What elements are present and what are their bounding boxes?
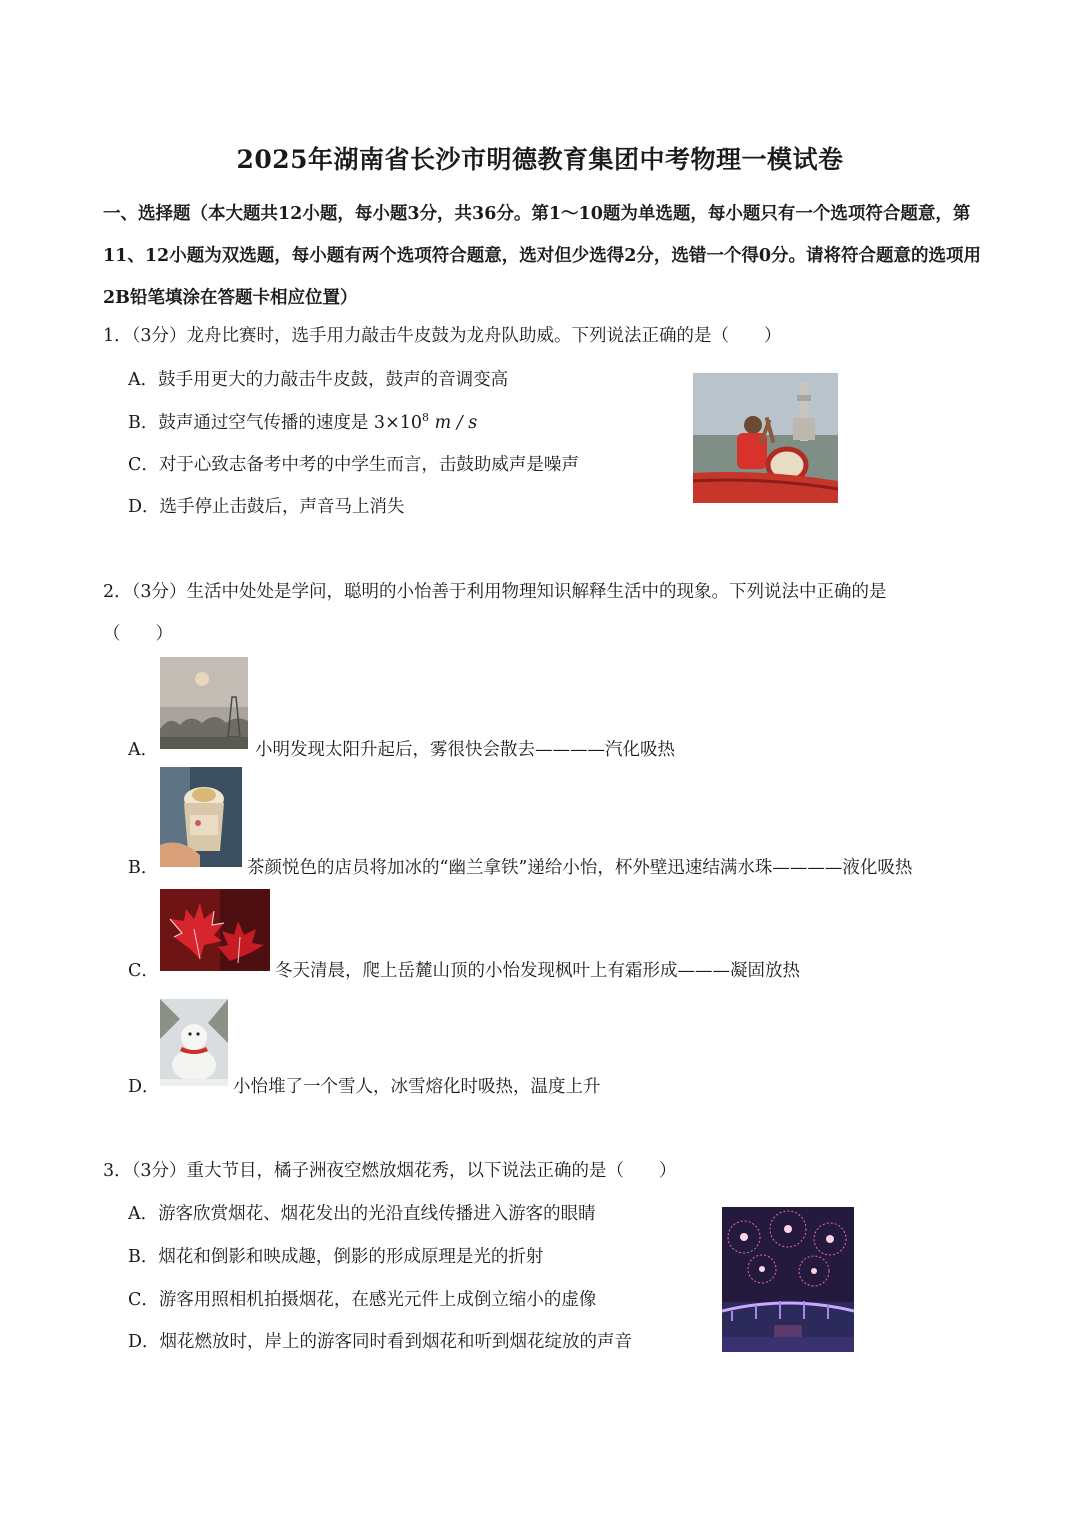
option-label: D． — [128, 1332, 160, 1352]
question-2-option-b-text: 茶颜悦色的店员将加冰的“幽兰拿铁”递给小怡，杯外壁迅速结满水珠————液化吸热 — [247, 858, 913, 878]
question-3-option-b — [128, 1243, 543, 1268]
frosted-maple-leaves-image — [160, 889, 270, 971]
question-3-option-c — [128, 1286, 596, 1311]
dragon-boat-drummer-image — [693, 373, 838, 503]
option-text: 烟花和倒影和映成趣，倒影的形成原理是光的折射 — [158, 1247, 544, 1267]
option-text: 选手停止击鼓后，声音马上消失 — [159, 497, 405, 517]
option-label: C． — [128, 961, 159, 981]
option-label: D． — [128, 497, 160, 517]
question-2-stem: 2．（3分）生活中处处是学问，聪明的小怡善于利用物理知识解释生活中的现象。下列说法中正确的是 — [103, 582, 887, 602]
question-2-stem-bracket: （ ） — [103, 624, 173, 644]
question-3-option-d — [128, 1328, 632, 1353]
question-3-option-a — [128, 1200, 596, 1225]
option-text: 鼓手用更大的力敲击牛皮鼓，鼓声的音调变高 — [158, 370, 509, 390]
option-label: A． — [128, 1204, 159, 1224]
iced-latte-image — [160, 767, 242, 867]
question-1-stem: 1．（3分）龙舟比赛时，选手用力敲击牛皮鼓为龙舟队助威。下列说法正确的是（ ） — [103, 326, 782, 346]
option-label: B． — [128, 858, 159, 878]
option-label: C． — [128, 455, 159, 475]
question-2-option-a — [128, 736, 158, 761]
option-text: 游客欣赏烟花、烟花发出的光沿直线传播进入游客的眼睛 — [158, 1204, 596, 1224]
question-2-option-d — [128, 1073, 160, 1098]
option-text: 游客用照相机拍摄烟花，在感光元件上成倒立缩小的虚像 — [158, 1290, 597, 1310]
question-1-option-c — [128, 451, 579, 476]
snowman-image — [160, 999, 228, 1086]
section-instructions: 一、选择题（本大题共12小题，每小题3分，共36分。第1～10题为单选题，每小题只有一个选项符合题意，第11、12小题为双选题，每小题有两个选项符合题意，选对但少选得2分，选错一个得0分。请将符合题意的选项用2B铅笔填涂在答题卡相应位置） — [103, 204, 982, 308]
question-2-option-c — [128, 957, 159, 982]
option-label: A． — [128, 370, 159, 390]
option-label: C． — [128, 1290, 159, 1310]
option-text: 鼓声通过空气传播的速度是 3×10 — [158, 413, 423, 433]
fireworks-image — [722, 1207, 854, 1352]
option-text: 烟花燃放时，岸上的游客同时看到烟花和听到烟花绽放的声音 — [159, 1332, 633, 1352]
question-1-option-d — [128, 493, 405, 518]
option-text: 对于心致志备考中考的中学生而言，击鼓助威声是噪声 — [158, 455, 579, 475]
fog-sunrise-image — [160, 657, 248, 749]
question-1-option-b — [128, 409, 477, 434]
option-unit: m / s — [434, 413, 478, 433]
question-1-option-a — [128, 366, 508, 391]
option-label: A． — [128, 740, 159, 760]
option-exponent: 8 — [422, 411, 430, 425]
question-3-stem: 3．（3分）重大节目，橘子洲夜空燃放烟花秀，以下说法正确的是（ ） — [103, 1161, 677, 1181]
question-2-option-d-text: 小怡堆了一个雪人，冰雪熔化时吸热，温度上升 — [233, 1077, 601, 1097]
question-2-option-a-text: 小明发现太阳升起后，雾很快会散去————汽化吸热 — [255, 740, 675, 760]
question-2-option-c-text: 冬天清晨，爬上岳麓山顶的小怡发现枫叶上有霜形成———凝固放热 — [275, 961, 800, 981]
option-label: D． — [128, 1077, 160, 1097]
option-label: B． — [128, 413, 159, 433]
exam-title: 2025年湖南省长沙市明德教育集团中考物理一模试卷 — [236, 145, 844, 174]
option-label: B． — [128, 1247, 159, 1267]
question-2-option-b — [128, 854, 158, 879]
